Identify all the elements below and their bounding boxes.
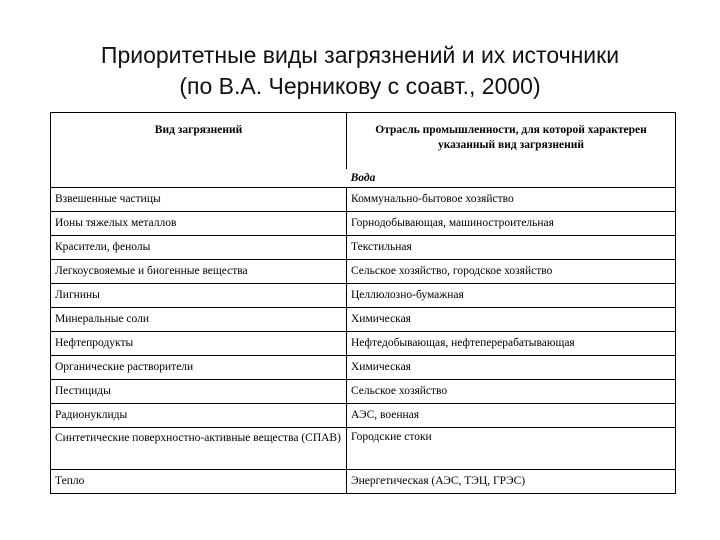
pollution-type-cell: Красители, фенолы [51,236,347,260]
industry-cell: Сельское хозяйство, городское хозяйство [347,260,676,284]
industry-cell: Городские стоки [347,428,676,470]
industry-cell: Горнодобывающая, машиностроительная [347,212,676,236]
pollution-type-cell: Легкоусвояемые и биогенные вещества [51,260,347,284]
title-line-2: (по В.А. Черникову с соавт., 2000) [179,73,541,99]
pollution-type-cell: Синтетические поверхностно-активные вещества (СПАВ) [51,428,347,470]
table-row [51,260,676,284]
title-line-1: Приоритетные виды загрязнений и их источники [100,42,620,68]
table-row [51,356,676,380]
table-row [51,470,676,494]
section-row [51,169,676,188]
table-row [51,212,676,236]
header-industry: Отрасль промышленности, для которой характерен указанный вид загрязнений [347,113,676,170]
industry-cell: Энергетическая (АЭС, ТЭЦ, ГРЭС) [347,470,676,494]
pollution-type-cell: Тепло [51,470,347,494]
table-row [51,332,676,356]
table-row [51,404,676,428]
industry-cell: Целлюлозно-бумажная [347,284,676,308]
pollution-type-cell: Радионуклиды [51,404,347,428]
table-row [51,188,676,212]
table-header-row [51,113,676,170]
section-label-water: Вода [51,169,676,188]
pollution-type-cell: Минеральные соли [51,308,347,332]
slide-title [0,40,720,102]
industry-cell: Текстильная [347,236,676,260]
pollution-type-cell: Взвешенные частицы [51,188,347,212]
industry-cell: АЭС, военная [347,404,676,428]
industry-cell: Химическая [347,308,676,332]
table-row [51,380,676,404]
pollution-type-cell: Нефтепродукты [51,332,347,356]
pollution-type-cell: Пестициды [51,380,347,404]
pollution-type-cell: Органические растворители [51,356,347,380]
header-pollution-type: Вид загрязнений [51,113,347,170]
table-row [51,428,676,470]
table-row [51,284,676,308]
pollution-type-cell: Ионы тяжелых металлов [51,212,347,236]
industry-cell: Сельское хозяйство [347,380,676,404]
pollution-type-cell: Лигнины [51,284,347,308]
industry-cell: Коммунально-бытовое хозяйство [347,188,676,212]
table-row [51,308,676,332]
pollution-table [50,112,676,494]
industry-cell: Нефтедобывающая, нефтеперерабатывающая [347,332,676,356]
table-row [51,236,676,260]
industry-cell: Химическая [347,356,676,380]
